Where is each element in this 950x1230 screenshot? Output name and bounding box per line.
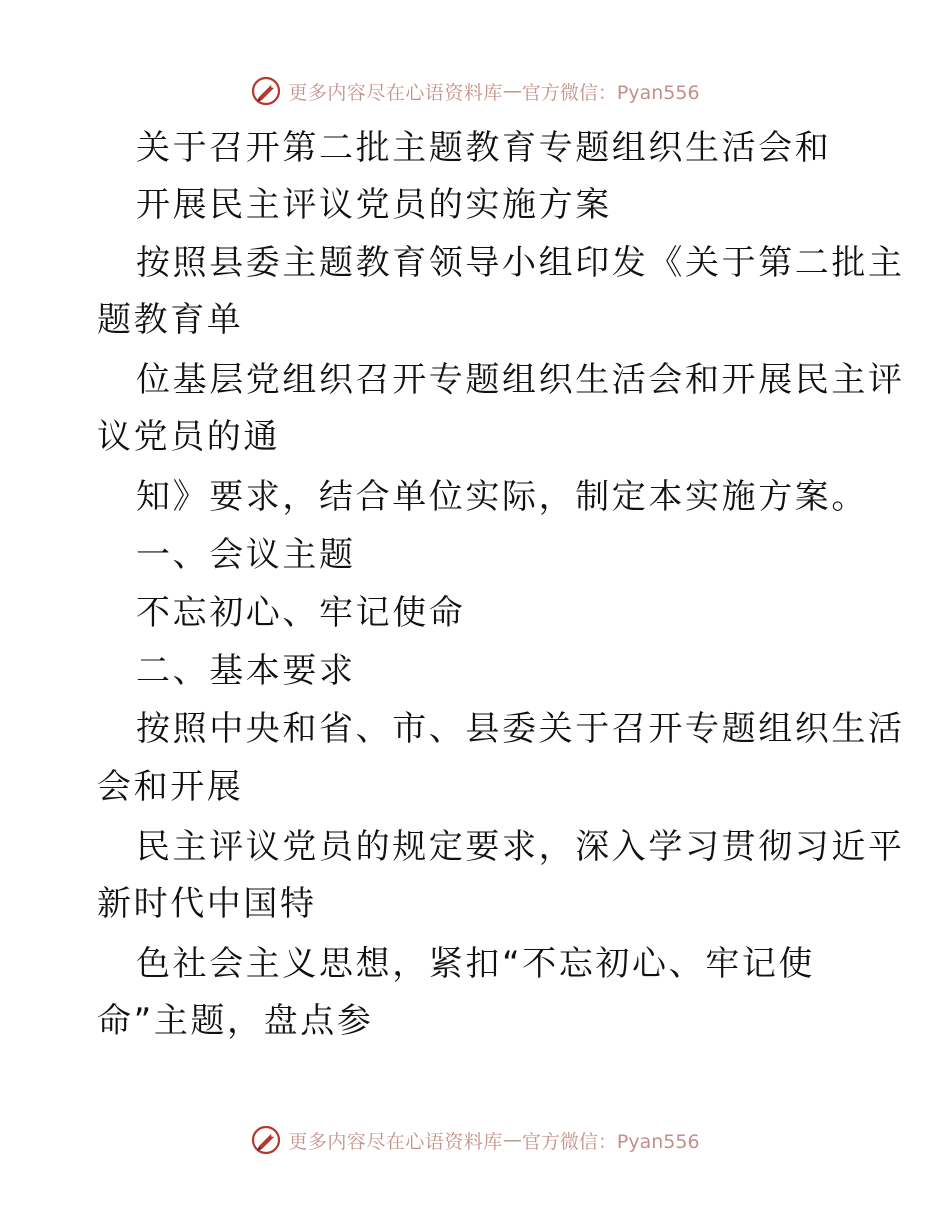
doc-paragraph-line: 民主评议党员的规定要求，深入学习贯彻习近平 bbox=[136, 827, 905, 867]
doc-paragraph-line: 会和开展 bbox=[97, 767, 244, 807]
doc-paragraph-line: 议党员的通 bbox=[97, 417, 280, 457]
doc-paragraph-line: 色社会主义思想，紧扣“不忘初心、牢记使 bbox=[136, 944, 816, 984]
pen-logo-icon bbox=[250, 1124, 282, 1156]
doc-paragraph-line: 命”主题，盘点参 bbox=[97, 1001, 374, 1041]
pen-logo-icon bbox=[250, 75, 282, 107]
doc-paragraph-line: 按照县委主题教育领导小组印发《关于第二批主 bbox=[136, 243, 905, 283]
footer-banner bbox=[0, 1120, 950, 1160]
doc-paragraph-line: 知》要求，结合单位实际，制定本实施方案。 bbox=[136, 477, 868, 517]
header-banner bbox=[0, 71, 950, 111]
doc-paragraph-line: 新时代中国特 bbox=[97, 884, 317, 924]
banner-contact: 官方微信：Pyan556 bbox=[521, 1130, 700, 1153]
section-heading-1: 一、会议主题 bbox=[136, 535, 356, 575]
section-heading-2: 二、基本要求 bbox=[136, 651, 356, 691]
doc-paragraph-line: 题教育单 bbox=[97, 300, 244, 340]
doc-title-line-2: 开展民主评议党员的实施方案 bbox=[136, 185, 612, 225]
banner-contact: 官方微信：Pyan556 bbox=[521, 81, 700, 104]
banner-separator: — bbox=[502, 80, 522, 102]
banner-separator: — bbox=[502, 1129, 522, 1151]
doc-title-line-1: 关于召开第二批主题教育专题组织生活会和 bbox=[136, 128, 832, 168]
banner-slogan: 更多内容尽在心语资料库 bbox=[288, 1130, 503, 1153]
banner-slogan: 更多内容尽在心语资料库 bbox=[288, 81, 503, 104]
doc-paragraph-line: 不忘初心、牢记使命 bbox=[136, 593, 466, 633]
doc-paragraph-line: 位基层党组织召开专题组织生活会和开展民主评 bbox=[136, 360, 905, 400]
doc-paragraph-line: 按照中央和省、市、县委关于召开专题组织生活 bbox=[136, 709, 905, 749]
